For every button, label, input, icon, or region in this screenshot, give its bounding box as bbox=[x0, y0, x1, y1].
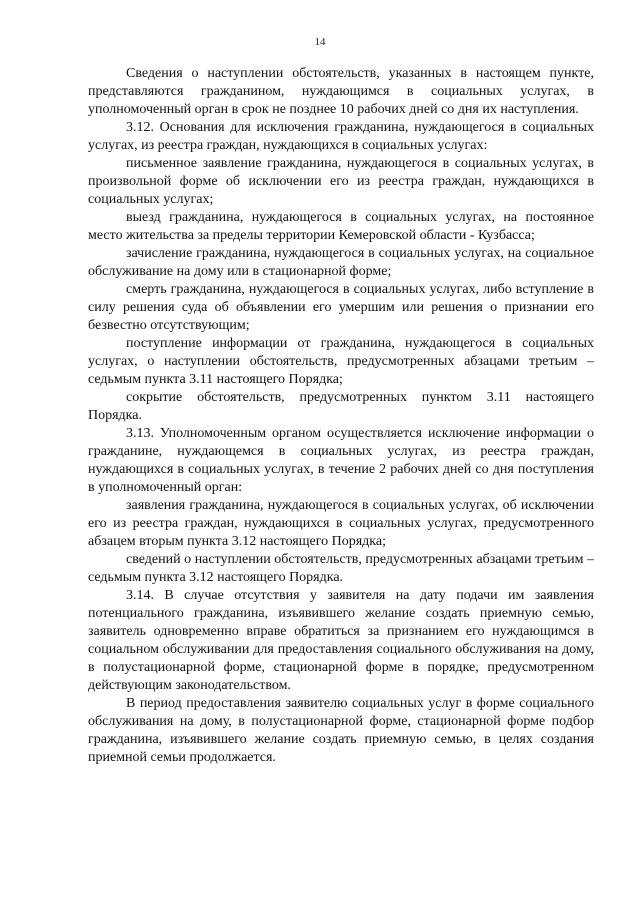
paragraph-12: 3.14. В случае отсутствия у заявителя на дату подачи им заявления потенциального гражданина, изъявившего желание создать приемную семью, заявитель одновременно вправе обратиться за признанием его нуждающимся в социальном обслуживании для предоставления социального обслуживания на дому, в полустационарной форме, стационарной форме в порядке, предусмотренном действующим законодательством. bbox=[88, 588, 594, 693]
paragraph-7: поступление информации от гражданина, нуждающегося в социальных услугах, о наступлении обстоятельств, предусмотренных абзацами третьим – седьмым пункта 3.11 настоящего Порядка; bbox=[88, 336, 594, 387]
paragraph-10: заявления гражданина, нуждающегося в социальных услугах, об исключении его из реестра граждан, нуждающихся в социальных услугах, предусмотренного абзацем вторым пункта 3.12 настоящего Порядка; bbox=[88, 498, 594, 549]
paragraph-4: выезд гражданина, нуждающегося в социальных услугах, на постоянное место жительства за пределы территории Кемеровской области - Кузбасса; bbox=[88, 210, 594, 243]
document-body bbox=[88, 65, 594, 767]
page-number: 14 bbox=[314, 36, 326, 48]
paragraph-1: Сведения о наступлении обстоятельств, указанных в настоящем пункте, представляются гражданином, нуждающимся в социальных услугах, в уполномоченный орган в срок не позднее 10 рабочих дней со дня их наступления. bbox=[88, 66, 594, 117]
paragraph-6: смерть гражданина, нуждающегося в социальных услугах, либо вступление в силу решения суда об объявлении его умершим или решения о признании его безвестно отсутствующим; bbox=[88, 282, 594, 333]
paragraph-2: 3.12. Основания для исключения гражданина, нуждающегося в социальных услугах, из реестра граждан, нуждающихся в социальных услугах: bbox=[88, 120, 594, 153]
paragraph-3: письменное заявление гражданина, нуждающегося в социальных услугах, в произвольной форме об исключении его из реестра граждан, нуждающихся в социальных услугах; bbox=[88, 156, 594, 207]
paragraph-8: сокрытие обстоятельств, предусмотренных пунктом 3.11 настоящего Порядка. bbox=[88, 390, 594, 423]
paragraph-9: 3.13. Уполномоченным органом осуществляется исключение информации о гражданине, нуждающемся в социальных услугах, из реестра граждан, нуждающихся в социальных услугах, в течение 2 рабочих дней со дня поступления в уполномоченный орган: bbox=[88, 426, 594, 495]
paragraph-13: В период предоставления заявителю социальных услуг в форме социального обслуживания на дому, в полустационарной форме, стационарной форме подбор гражданина, изъявившего желание создать приемную семью, в целях создания приемной семьи продолжается. bbox=[88, 696, 594, 765]
paragraph-5: зачисление гражданина, нуждающегося в социальных услугах, на социальное обслуживание на дому или в стационарной форме; bbox=[88, 246, 594, 279]
paragraph-11: сведений о наступлении обстоятельств, предусмотренных абзацами третьим – седьмым пункта 3.12 настоящего Порядка. bbox=[88, 552, 594, 585]
